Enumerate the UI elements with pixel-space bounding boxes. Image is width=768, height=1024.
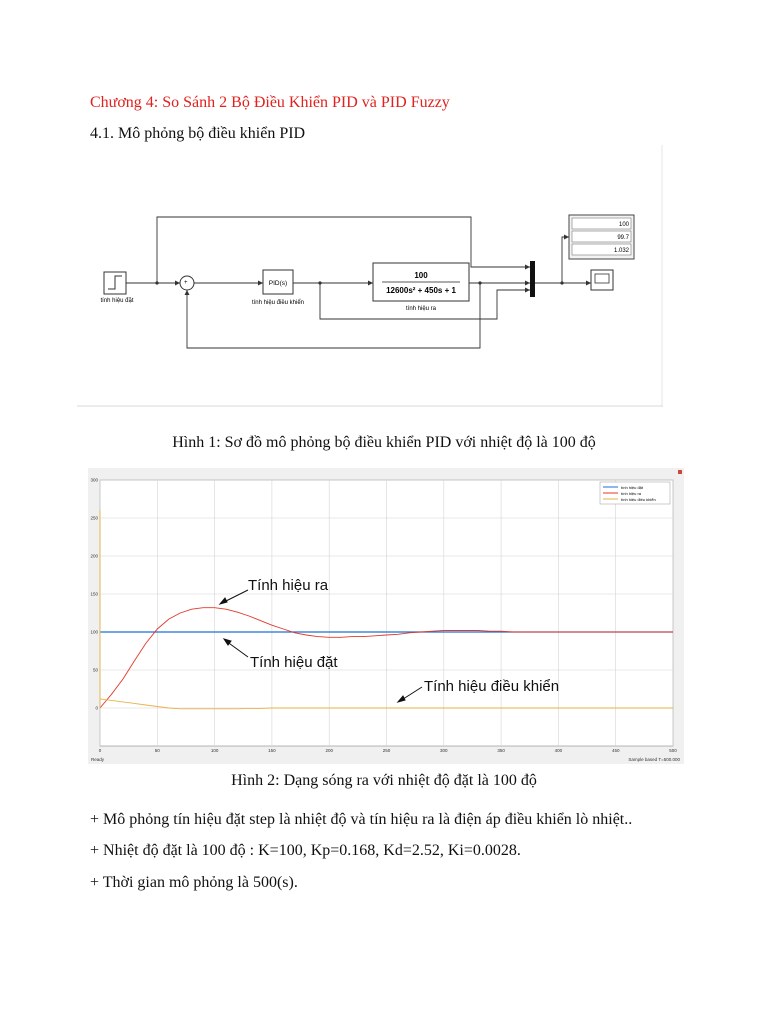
x-tick-label: 150 [268, 748, 276, 753]
y-tick-label: 200 [90, 553, 98, 559]
x-tick-label: 500 [669, 748, 677, 753]
x-tick-label: 0 [98, 748, 102, 753]
step-block [104, 272, 126, 294]
annotation-control: Tính hiệu điều khiển [424, 678, 560, 695]
x-tick-label: 200 [325, 748, 333, 753]
chart-legend [600, 482, 670, 504]
display-value-2: 99.7 [617, 235, 629, 241]
legend-entry-control: tính hiệu điều khiển [621, 497, 656, 502]
y-tick-label: 250 [90, 515, 98, 521]
note-2: + Nhiệt độ đặt là 100 độ : K=100, Kp=0.168, Kd=2.52, Ki=0.0028. [90, 842, 521, 859]
legend-entry-setpoint: tính hiệu đặt [621, 485, 644, 490]
pid-block-label: PID(s) [268, 280, 288, 287]
simulink-diagram [77, 145, 663, 407]
chapter-title: Chương 4: So Sánh 2 Bộ Điều Khiển PID và PID Fuzzy [90, 94, 450, 111]
display-block [569, 215, 634, 259]
x-tick-label: 400 [554, 748, 563, 753]
scope-chart [88, 468, 684, 764]
sum-sign: + [184, 280, 188, 286]
y-tick-label: 50 [92, 667, 98, 673]
step-label: tính hiệu đặt [100, 298, 134, 304]
figure-1-caption: Hình 1: Sơ đồ mô phỏng bộ điều khiển PID với nhiệt độ là 100 độ [172, 434, 596, 451]
tf-denominator: 12600s² + 450s + 1 [386, 286, 456, 295]
y-tick-label: 0 [95, 705, 98, 711]
note-3: + Thời gian mô phỏng là 500(s). [90, 874, 298, 891]
y-tick-label: 100 [90, 629, 98, 635]
close-icon [678, 470, 682, 474]
x-tick-label: 450 [611, 748, 620, 753]
figure-2-caption: Hình 2: Dạng sóng ra với nhiệt độ đặt là 100 độ [231, 772, 537, 789]
y-tick-label: 150 [90, 591, 98, 597]
y-tick-label: 300 [90, 477, 98, 483]
x-tick-label: 350 [497, 748, 505, 753]
display-value-1: 100 [618, 222, 629, 228]
pid-caption: tính hiệu điều khiển [251, 300, 305, 306]
status-sample: Sample based T=500.000 [628, 757, 680, 762]
scope-block [591, 270, 613, 290]
tf-numerator: 100 [414, 271, 428, 280]
x-tick-label: 300 [440, 748, 448, 753]
x-tick-label: 100 [210, 748, 219, 753]
status-ready: Ready [91, 757, 105, 762]
annotation-output: Tính hiệu ra [248, 577, 329, 594]
section-title: 4.1. Mô phỏng bộ điều khiển PID [90, 125, 306, 142]
legend-entry-output: tính hiệu ra [621, 491, 642, 496]
x-tick-label: 50 [154, 748, 160, 753]
annotation-setpoint: Tính hiệu đặt [250, 654, 338, 671]
display-value-3: 1.032 [613, 248, 629, 254]
output-label: tính hiệu ra [405, 306, 437, 312]
x-tick-label: 250 [382, 748, 391, 753]
mux-block [530, 261, 535, 297]
note-1: + Mô phỏng tín hiệu đặt step là nhiệt độ và tín hiệu ra là điện áp điều khiển lò nhiệt.. [90, 811, 633, 828]
